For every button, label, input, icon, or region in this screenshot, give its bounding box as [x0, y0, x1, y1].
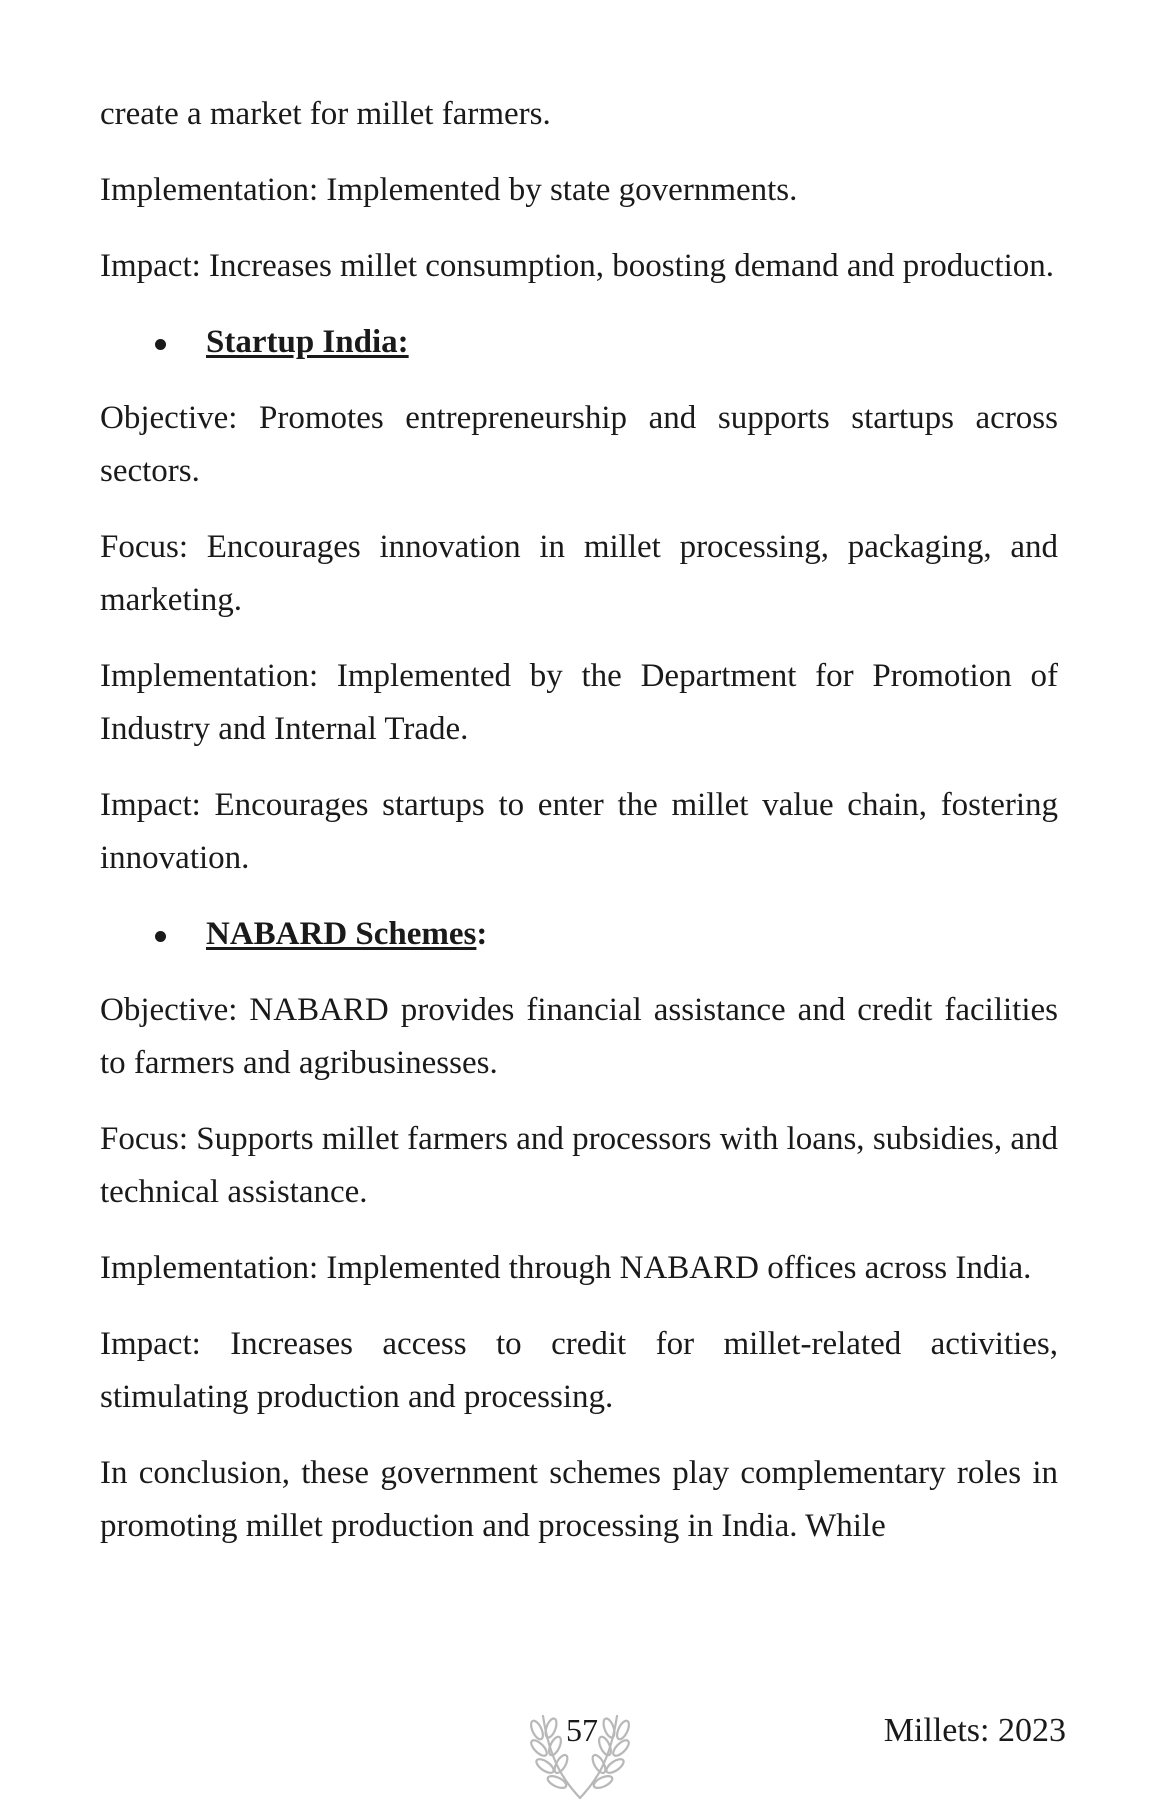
- paragraph: Impact: Increases access to credit for millet-related activities, stimulating production and processing.: [100, 1326, 1058, 1415]
- paragraph: Focus: Encourages innovation in millet processing, packaging, and marketing.: [100, 529, 1058, 618]
- page-body: [100, 88, 1058, 1576]
- paragraph: Focus: Supports millet farmers and processors with loans, subsidies, and technical assistance.: [100, 1121, 1058, 1210]
- paragraph: Impact: Encourages startups to enter the millet value chain, fostering innovation.: [100, 787, 1058, 876]
- paragraph: Implementation: Implemented through NABARD offices across India.: [100, 1250, 1032, 1286]
- paragraph: Implementation: Implemented by the Department for Promotion of Industry and Internal Trade.: [100, 658, 1058, 747]
- bullet-icon: [155, 339, 166, 350]
- paragraph: In conclusion, these government schemes play complementary roles in promoting millet production and processing in India. While: [100, 1455, 1058, 1544]
- section-heading-startup-india: [100, 316, 1058, 369]
- heading-text: Startup India:: [206, 324, 409, 360]
- section-heading-nabard-schemes: [100, 908, 1058, 961]
- paragraph: Impact: Increases millet consumption, boosting demand and production.: [100, 248, 1055, 284]
- heading-text: NABARD Schemes: [206, 916, 477, 952]
- bullet-icon: [155, 931, 166, 942]
- paragraph: create a market for millet farmers.: [100, 96, 551, 132]
- heading-colon: :: [476, 916, 488, 952]
- page-number: 57: [566, 1712, 598, 1748]
- page-footer: [0, 1700, 1164, 1800]
- paragraph: Implementation: Implemented by state governments.: [100, 172, 798, 208]
- paragraph: Objective: Promotes entrepreneurship and supports startups across sectors.: [100, 400, 1058, 489]
- paragraph: Objective: NABARD provides financial assistance and credit facilities to farmers and agribusinesses.: [100, 992, 1058, 1081]
- running-footer-title: Millets: 2023: [883, 1712, 1066, 1749]
